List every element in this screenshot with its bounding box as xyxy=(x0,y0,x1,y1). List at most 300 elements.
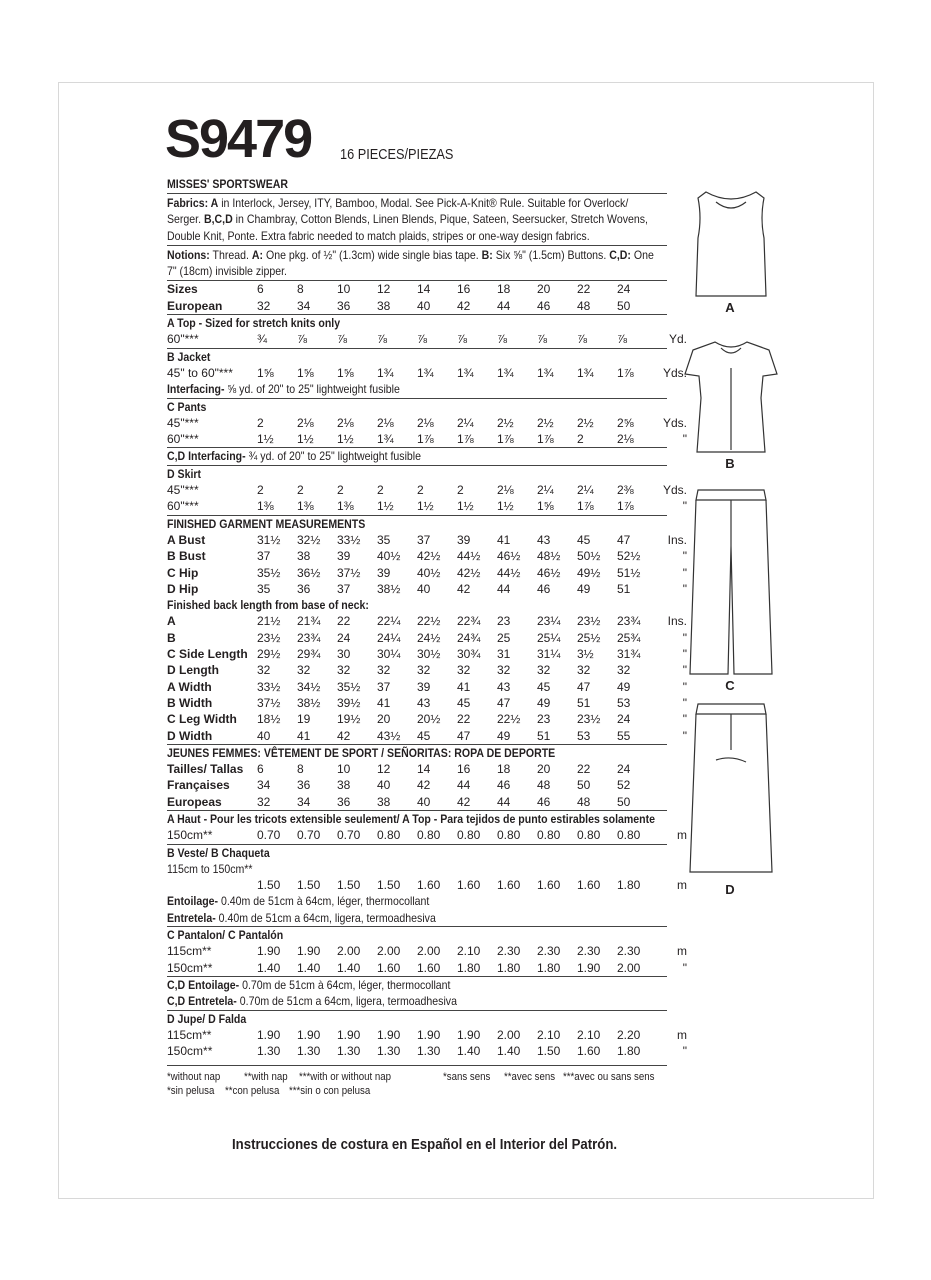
row-label: 45"*** xyxy=(167,415,199,430)
cell-value: 30 xyxy=(337,647,351,662)
cell-value: 30¾ xyxy=(457,647,481,662)
cell-value: 6 xyxy=(257,762,264,777)
row-text: 0.40m de 51cm à 64cm, léger, thermocollant xyxy=(218,894,430,909)
cell-value: 2.00 xyxy=(337,944,361,959)
cell-value: 2 xyxy=(337,483,344,498)
cell-value: 50 xyxy=(617,298,631,313)
cell-value: 22½ xyxy=(417,614,441,629)
cell-value: 40 xyxy=(417,581,431,596)
bold-text: B: xyxy=(481,247,493,262)
row-label: Françaises xyxy=(167,778,230,793)
table-row xyxy=(167,910,667,926)
row-label: C Side Length xyxy=(167,647,248,662)
chart-section xyxy=(167,810,687,844)
footnote: *without nap xyxy=(167,1071,221,1084)
cell-value: 25 xyxy=(497,630,511,645)
cell-value: 10 xyxy=(337,762,351,777)
cell-value: 2⅛ xyxy=(297,415,314,430)
spanish-instructions-note: Instrucciones de costura en Español en el Interior del Patrón. xyxy=(232,1136,618,1153)
row-label: 115cm** xyxy=(167,1027,212,1042)
view-label: B xyxy=(725,456,735,471)
table-row xyxy=(167,943,687,959)
cell-value: 23 xyxy=(497,614,511,629)
cell-value: 1⅞ xyxy=(577,499,594,514)
view-label: C xyxy=(725,678,735,693)
unit-label: " xyxy=(682,432,687,447)
cell-value: 21½ xyxy=(257,614,281,629)
cell-value: 2.10 xyxy=(457,944,481,959)
row-label: Interfacing- xyxy=(167,382,225,397)
cell-value: 8 xyxy=(297,762,304,777)
cell-value: 0.80 xyxy=(577,828,601,843)
cell-value: 45 xyxy=(457,695,471,710)
cell-value: 24½ xyxy=(417,630,441,645)
cell-value: 0.80 xyxy=(537,828,561,843)
cell-value: 50 xyxy=(617,794,631,809)
cell-value: 22½ xyxy=(497,712,521,727)
cell-value: ⅞ xyxy=(537,332,548,347)
pattern-number: S9479 xyxy=(165,109,312,169)
unit-label: " xyxy=(682,499,687,514)
row-label: Entretela- xyxy=(167,910,216,925)
bold-text: Fabrics: A xyxy=(167,196,219,210)
cell-value: 46 xyxy=(537,298,551,313)
row-label: B xyxy=(167,630,176,645)
cell-value: 37 xyxy=(337,581,351,596)
cell-value: 44½ xyxy=(497,565,521,580)
cell-value: 44½ xyxy=(457,549,481,564)
unit-label xyxy=(657,298,687,314)
cell-value: 41 xyxy=(497,532,511,547)
bold-text: C,D: xyxy=(609,247,631,262)
text: One 7" (18cm) invisible zipper. xyxy=(167,247,654,279)
cell-value: 53 xyxy=(617,695,631,710)
cell-value: 40½ xyxy=(377,549,401,564)
table-row xyxy=(167,794,667,810)
cell-value: 42 xyxy=(457,298,471,313)
cell-value: 29¾ xyxy=(297,647,321,662)
info-paragraph xyxy=(167,245,667,281)
row-label: 150cm** xyxy=(167,960,213,975)
cell-value: 1.50 xyxy=(537,1044,561,1059)
cell-value: 12 xyxy=(377,762,391,777)
cell-value: 22¾ xyxy=(457,614,481,629)
row-label: Europeas xyxy=(167,794,222,809)
cell-value: 45 xyxy=(417,728,431,743)
row-label: 150cm** xyxy=(167,828,213,843)
cell-value: 1.60 xyxy=(577,1044,601,1059)
unit-label: Yds. xyxy=(662,415,687,430)
cell-value: 22 xyxy=(457,712,471,727)
cell-value: 36 xyxy=(297,581,311,596)
table-row xyxy=(167,565,687,581)
cell-value: 2½ xyxy=(497,415,514,430)
table-row xyxy=(167,399,667,415)
cell-value: 14 xyxy=(417,762,431,777)
cell-value: 23¾ xyxy=(617,614,641,629)
row-label: 45"*** xyxy=(167,483,199,498)
cell-value: 2¼ xyxy=(577,483,594,498)
cell-value: 1.90 xyxy=(297,1027,321,1042)
table-row xyxy=(167,695,687,711)
unit-label: Yds. xyxy=(662,365,687,380)
cell-value: 2½ xyxy=(577,415,594,430)
cell-value: 2.20 xyxy=(617,1027,641,1042)
unit-label: " xyxy=(682,663,687,678)
unit-label: m xyxy=(677,944,687,959)
cell-value: 29½ xyxy=(257,647,281,662)
cell-value: 32 xyxy=(577,663,591,678)
cell-value: 39 xyxy=(377,565,391,580)
cell-value: 1.60 xyxy=(377,960,401,975)
table-row xyxy=(167,415,687,431)
cell-value: 46½ xyxy=(537,565,561,580)
cell-value: 3½ xyxy=(577,647,594,662)
cell-value: 2.10 xyxy=(577,1027,601,1042)
cell-value: 30¼ xyxy=(377,647,401,662)
cell-value: 35½ xyxy=(257,565,281,580)
chart-section xyxy=(167,976,667,1010)
cell-value: 1⅜ xyxy=(297,499,314,514)
table-row xyxy=(167,613,687,629)
view-a-top-illustration xyxy=(686,188,776,300)
cell-value: 32 xyxy=(617,663,631,678)
cell-value: 43½ xyxy=(377,728,401,743)
cell-value: 18½ xyxy=(257,712,281,727)
cell-value: 18 xyxy=(497,762,511,777)
table-row xyxy=(167,365,687,381)
unit-label: " xyxy=(682,695,687,710)
title: MISSES' SPORTSWEAR xyxy=(167,177,289,191)
row-label: C Leg Width xyxy=(167,712,237,727)
unit-label: m xyxy=(677,878,687,893)
cell-value: 19½ xyxy=(337,712,361,727)
cell-value: 32½ xyxy=(297,532,321,547)
cell-value: 49 xyxy=(577,581,591,596)
cell-value: 1.80 xyxy=(457,960,481,975)
cell-value: 1.90 xyxy=(337,1027,361,1042)
cell-value: 38½ xyxy=(377,581,401,596)
row-label: 60"*** xyxy=(167,432,199,447)
row-label: C,D Entretela- xyxy=(167,994,237,1009)
cell-value: 18 xyxy=(497,282,511,297)
cell-value: 0.70 xyxy=(257,828,281,843)
cell-value: 23½ xyxy=(257,630,281,645)
table-row xyxy=(167,331,687,347)
cell-value: 38 xyxy=(377,794,391,809)
table-row xyxy=(167,777,667,793)
table-row xyxy=(167,877,687,893)
cell-value: 2⅛ xyxy=(417,415,434,430)
row-label: C Hip xyxy=(167,565,199,580)
unit-label: " xyxy=(682,960,687,975)
row-label: Finished back length from base of neck: xyxy=(167,598,369,613)
cell-value: 1.40 xyxy=(337,960,361,975)
cell-value: 34 xyxy=(297,794,311,809)
cell-value: 47 xyxy=(457,728,471,743)
row-label: A Haut - Pour les tricots extensible seulement/ A Top - Para tejidos de punto estirables solamente xyxy=(167,811,656,826)
cell-value: ⅞ xyxy=(377,332,388,347)
cell-value: 23 xyxy=(537,712,551,727)
cell-value: ¾ xyxy=(257,332,268,347)
cell-value: 2¼ xyxy=(537,483,554,498)
cell-value: 1¾ xyxy=(537,365,554,380)
cell-value: 36 xyxy=(297,778,311,793)
chart-section xyxy=(167,744,667,810)
footnote: ***sin o con pelusa xyxy=(289,1085,371,1098)
cell-value: 48 xyxy=(577,794,591,809)
row-label: C,D Entoilage- xyxy=(167,977,240,992)
cell-value: 24 xyxy=(617,282,631,297)
cell-value: 46 xyxy=(537,581,551,596)
chart-section xyxy=(167,314,687,348)
chart-section xyxy=(167,844,687,926)
cell-value: 1.90 xyxy=(417,1027,441,1042)
table-row xyxy=(167,1011,667,1027)
chart-section xyxy=(167,926,687,976)
table-row xyxy=(167,861,667,877)
unit-label: " xyxy=(682,581,687,596)
cell-value: ⅞ xyxy=(457,332,468,347)
row-label: C Pantalon/ C Pantalón xyxy=(167,928,284,943)
cell-value: 32 xyxy=(497,663,511,678)
cell-value: 1⅜ xyxy=(337,499,354,514)
cell-value: 1.60 xyxy=(537,878,561,893)
bold-text: Notions: xyxy=(167,247,210,262)
cell-value: 2 xyxy=(257,415,264,430)
cell-value: 22 xyxy=(337,614,351,629)
chart-section xyxy=(167,398,687,448)
cell-value: 31½ xyxy=(257,532,281,547)
cell-value: 44 xyxy=(457,778,471,793)
cell-value: 2.00 xyxy=(617,960,641,975)
cell-value: 24 xyxy=(617,762,631,777)
unit-label: " xyxy=(682,647,687,662)
table-row xyxy=(167,315,667,331)
cell-value: 2.00 xyxy=(417,944,441,959)
table-row xyxy=(167,381,667,397)
cell-value: 1.60 xyxy=(417,960,441,975)
cell-value: 1⅝ xyxy=(257,365,274,380)
cell-value: 32 xyxy=(537,663,551,678)
cell-value: 1.60 xyxy=(497,878,521,893)
cell-value: 1.50 xyxy=(297,878,321,893)
cell-value: 1.90 xyxy=(377,1027,401,1042)
info-paragraph xyxy=(167,193,667,245)
cell-value: 46½ xyxy=(497,549,521,564)
cell-value: 47 xyxy=(617,532,631,547)
cell-value: 30½ xyxy=(417,647,441,662)
cell-value: 24¼ xyxy=(377,630,401,645)
table-row xyxy=(167,482,687,498)
cell-value: 1.40 xyxy=(297,960,321,975)
table-row xyxy=(167,679,687,695)
unit-label: " xyxy=(682,565,687,580)
cell-value: 20 xyxy=(377,712,391,727)
table-row xyxy=(167,662,687,678)
cell-value: 2.10 xyxy=(537,1027,561,1042)
cell-value: 40 xyxy=(377,778,391,793)
cell-value: 1⅝ xyxy=(337,365,354,380)
cell-value: 52½ xyxy=(617,549,641,564)
cell-value: 24¾ xyxy=(457,630,481,645)
cell-value: 22 xyxy=(577,762,591,777)
row-text: 0.70m de 51cm a 64cm, ligera, termoadhesiva xyxy=(236,994,457,1009)
row-label: A Width xyxy=(167,679,212,694)
table-row xyxy=(167,448,667,464)
cell-value: 2¼ xyxy=(457,415,474,430)
row-label xyxy=(167,877,257,893)
unit-label: Yds. xyxy=(662,483,687,498)
cell-value: 32 xyxy=(257,794,271,809)
table-row xyxy=(167,711,687,727)
cell-value: 42½ xyxy=(457,565,481,580)
cell-value: 31¼ xyxy=(537,647,561,662)
cell-value: 14 xyxy=(417,282,431,297)
unit-label: " xyxy=(682,630,687,645)
row-label: JEUNES FEMMES: VÊTEMENT DE SPORT / SEÑORITAS: ROPA DE DEPORTE xyxy=(167,745,556,760)
footnotes xyxy=(167,1065,667,1098)
row-text: 0.40m de 51cm a 64cm, ligera, termoadhesiva xyxy=(215,910,436,925)
cell-value: 1.80 xyxy=(497,960,521,975)
cell-value: 39 xyxy=(457,532,471,547)
cell-value: 32 xyxy=(337,663,351,678)
cell-value: 49½ xyxy=(577,565,601,580)
cell-value: 0.80 xyxy=(497,828,521,843)
cell-value: 34 xyxy=(297,298,311,313)
cell-value: 1¾ xyxy=(417,365,434,380)
table-row xyxy=(167,745,667,761)
cell-value: 1.30 xyxy=(337,1044,361,1059)
cell-value: 52 xyxy=(617,778,631,793)
cell-value: 1½ xyxy=(417,499,434,514)
cell-value: 39 xyxy=(417,679,431,694)
table-row xyxy=(167,977,667,993)
footnote: **avec sens xyxy=(503,1071,555,1084)
cell-value: 48 xyxy=(577,298,591,313)
cell-value: 32 xyxy=(297,663,311,678)
unit-label xyxy=(657,281,687,297)
cell-value: 10 xyxy=(337,282,351,297)
unit-label xyxy=(657,777,687,793)
cell-value: 42 xyxy=(457,794,471,809)
row-label: 45" to 60"*** xyxy=(167,365,233,380)
unit-label: " xyxy=(682,1044,687,1059)
cell-value: 1⅝ xyxy=(297,365,314,380)
cell-value: 1⅜ xyxy=(257,499,274,514)
table-row xyxy=(167,827,687,843)
cell-value: 0.70 xyxy=(337,828,361,843)
cell-value: 45 xyxy=(577,532,591,547)
cell-value: 1.60 xyxy=(457,878,481,893)
footnote: *sin pelusa xyxy=(167,1085,215,1098)
cell-value: 1.80 xyxy=(617,878,641,893)
cell-value: 20 xyxy=(537,282,551,297)
cell-value: 1.30 xyxy=(257,1044,281,1059)
cell-value: 22 xyxy=(577,282,591,297)
cell-value: 1.50 xyxy=(257,878,281,893)
cell-value: 1¾ xyxy=(497,365,514,380)
cell-value: 37 xyxy=(257,549,271,564)
cell-value: 32 xyxy=(417,663,431,678)
cell-value: 32 xyxy=(257,298,271,313)
unit-label: m xyxy=(677,1027,687,1042)
row-label: C Pants xyxy=(167,399,207,414)
footnote: ***avec ou sans sens xyxy=(563,1071,655,1084)
table-row xyxy=(167,646,687,662)
cell-value: 1.90 xyxy=(257,944,281,959)
table-row xyxy=(167,281,667,297)
cell-value: 39 xyxy=(337,549,351,564)
cell-value: 2 xyxy=(257,483,264,498)
table-row xyxy=(167,1027,687,1043)
table-row xyxy=(167,298,667,314)
unit-label: " xyxy=(682,679,687,694)
cell-value: 36 xyxy=(337,298,351,313)
text: in Interlock, Jersey, ITY, Bamboo, Modal. See Pick-A-Knit® Rule. Suitable for Overlock/ Serger. xyxy=(167,196,629,227)
row-label: 150cm** xyxy=(167,1044,213,1059)
row-label: D Skirt xyxy=(167,466,202,481)
cell-value: 51 xyxy=(577,695,591,710)
chart-section xyxy=(167,1010,687,1060)
unit-label: Yd. xyxy=(668,332,687,347)
cell-value: 41 xyxy=(377,695,391,710)
cell-value: ⅞ xyxy=(497,332,508,347)
unit-label: " xyxy=(682,728,687,743)
view-c-pants-illustration xyxy=(686,486,776,678)
cell-value: 35 xyxy=(257,581,271,596)
text: in Chambray, Cotton Blends, Linen Blends, Pique, Sateen, Seersucker, Stretch Wovens, Double Knit, Ponte. Extra fabric needed to match plaids, stripes or one-way design fabrics. xyxy=(167,212,648,243)
cell-value: 16 xyxy=(457,282,471,297)
cell-value: 1.50 xyxy=(377,878,401,893)
cell-value: 1⅞ xyxy=(537,432,554,447)
row-label: D Jupe/ D Falda xyxy=(167,1011,247,1026)
cell-value: 36½ xyxy=(297,565,321,580)
cell-value: 1½ xyxy=(297,432,314,447)
cell-value: 1.90 xyxy=(257,1027,281,1042)
cell-value: 37½ xyxy=(337,565,361,580)
cell-value: 48½ xyxy=(537,549,561,564)
table-row xyxy=(167,893,667,909)
cell-value: 40 xyxy=(417,298,431,313)
cell-value: 50 xyxy=(577,778,591,793)
cell-value: 1¾ xyxy=(377,432,394,447)
row-label: A Bust xyxy=(167,532,206,547)
row-label: D Width xyxy=(167,728,213,743)
row-label: 115cm to 150cm** xyxy=(167,861,253,876)
chart-section xyxy=(167,447,667,464)
row-text: ¾ yd. of 20" to 25" lightweight fusible xyxy=(245,449,422,464)
row-label: 115cm** xyxy=(167,944,212,959)
cell-value: 1¾ xyxy=(457,365,474,380)
unit-label: Ins. xyxy=(667,614,687,629)
cell-value: 25½ xyxy=(577,630,601,645)
cell-value: 2½ xyxy=(537,415,554,430)
view-d-skirt-illustration xyxy=(686,700,776,876)
cell-value: 41 xyxy=(457,679,471,694)
cell-value: 12 xyxy=(377,282,391,297)
cell-value: 43 xyxy=(537,532,551,547)
cell-value: 23½ xyxy=(577,712,601,727)
cell-value: 1.60 xyxy=(417,878,441,893)
cell-value: 1½ xyxy=(377,499,394,514)
bold-text: A: xyxy=(251,247,264,262)
cell-value: 1¾ xyxy=(577,365,594,380)
cell-value: 1.40 xyxy=(257,960,281,975)
cell-value: 55 xyxy=(617,728,631,743)
table-row xyxy=(167,811,667,827)
row-text: 0.70m de 51cm à 64cm, léger, thermocollant xyxy=(239,977,451,992)
